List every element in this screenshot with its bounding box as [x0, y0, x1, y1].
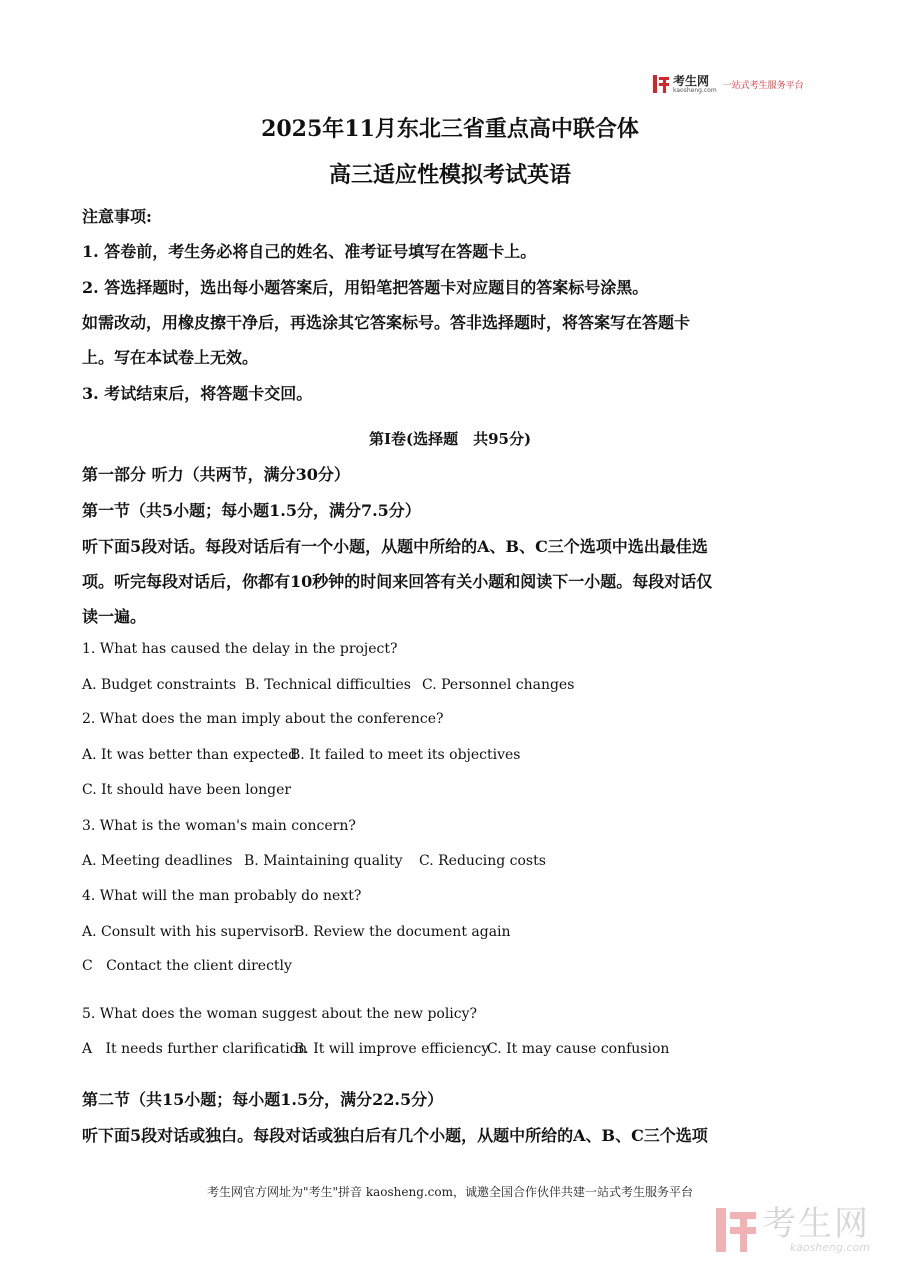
kaosheng-watermark-icon — [716, 1208, 756, 1252]
question-3-stem: 3. What is the woman's main concern? — [82, 818, 356, 834]
kaosheng-logo-icon — [653, 75, 669, 93]
question-5-option-a: A It needs further clarification — [82, 1041, 308, 1057]
section1-instruction-1: 听下面5段对话。每段对话后有一个小题，从题中所给的A、B、C三个选项中选出最佳选 — [82, 537, 708, 556]
question-4-option-c: C Contact the client directly — [82, 958, 292, 974]
kaosheng-logo[interactable] — [653, 72, 804, 96]
question-3-option-a: A. Meeting deadlines — [82, 853, 233, 869]
part1-heading: 第一部分 听力（共两节，满分30分） — [82, 465, 350, 484]
notice-item-1: 1. 答卷前，考生务必将自己的姓名、准考证号填写在答题卡上。 — [82, 242, 537, 261]
question-2-stem: 2. What does the man imply about the conference? — [82, 711, 444, 727]
section2-heading: 第二节（共15小题；每小题1.5分，满分22.5分） — [82, 1090, 444, 1109]
question-5-stem: 5. What does the woman suggest about the new policy? — [82, 1006, 478, 1022]
question-4-option-a: A. Consult with his supervisor — [82, 924, 296, 940]
watermark-domain: kaosheng.com — [789, 1241, 870, 1254]
section1-heading: 第一节（共5小题；每小题1.5分，满分7.5分） — [82, 501, 421, 520]
logo-domain: kaosheng.com — [673, 86, 717, 94]
question-4-stem: 4. What will the man probably do next? — [82, 888, 362, 904]
question-5-option-b: B. It will improve efficiency — [294, 1041, 490, 1057]
question-2-option-b: B. It failed to meet its objectives — [290, 747, 521, 763]
section1-instruction-2: 项。听完每段对话后，你都有10秒钟的时间来回答有关小题和阅读下一小题。每段对话仅 — [82, 572, 713, 591]
question-1-stem: 1. What has caused the delay in the project? — [82, 641, 398, 657]
section2-instruction-1: 听下面5段对话或独白。每段对话或独白后有几个小题，从题中所给的A、B、C三个选项 — [82, 1126, 708, 1145]
footer-note: 考生网官方网址为"考生"拼音 kaosheng.com，诚邀全国合作伙伴共建一站式考生服务平台 — [206, 1185, 694, 1199]
exam-title-line1: 2025年11月东北三省重点高中联合体 — [261, 116, 639, 142]
question-4-option-b: B. Review the document again — [294, 924, 511, 940]
watermark-name: 考生网 — [762, 1204, 870, 1244]
question-3-option-c: C. Reducing costs — [419, 853, 546, 869]
notice-heading: 注意事项: — [82, 207, 152, 226]
notice-item-2-cont1: 如需改动，用橡皮擦干净后，再选涂其它答案标号。答非选择题时，将答案写在答题卡 — [82, 313, 691, 332]
question-1-option-b: B. Technical difficulties — [245, 677, 411, 693]
notice-item-2-cont2: 上。写在本试卷上无效。 — [82, 348, 259, 367]
notice-item-2: 2. 答选择题时，选出每小题答案后，用铅笔把答题卡对应题目的答案标号涂黑。 — [82, 278, 649, 297]
logo-slogan: 一站式考生服务平台 — [722, 80, 804, 91]
question-1-option-a: A. Budget constraints — [82, 677, 237, 693]
question-3-option-b: B. Maintaining quality — [244, 853, 403, 869]
question-5-option-c: C. It may cause confusion — [487, 1041, 670, 1057]
volume-title: 第I卷(选择题 共95分) — [368, 430, 532, 448]
question-2-option-c: C. It should have been longer — [82, 782, 292, 798]
logo-name: 考生网 — [673, 73, 710, 88]
section1-instruction-3: 读一遍。 — [82, 607, 147, 626]
exam-title-line2: 高三适应性模拟考试英语 — [328, 162, 571, 188]
logo-text — [673, 75, 717, 94]
kaosheng-watermark — [716, 1206, 870, 1254]
notice-item-3: 3. 考试结束后，将答题卡交回。 — [82, 384, 313, 403]
question-2-option-a: A. It was better than expected — [82, 747, 298, 763]
watermark-text — [762, 1206, 870, 1254]
question-1-option-c: C. Personnel changes — [422, 677, 575, 693]
